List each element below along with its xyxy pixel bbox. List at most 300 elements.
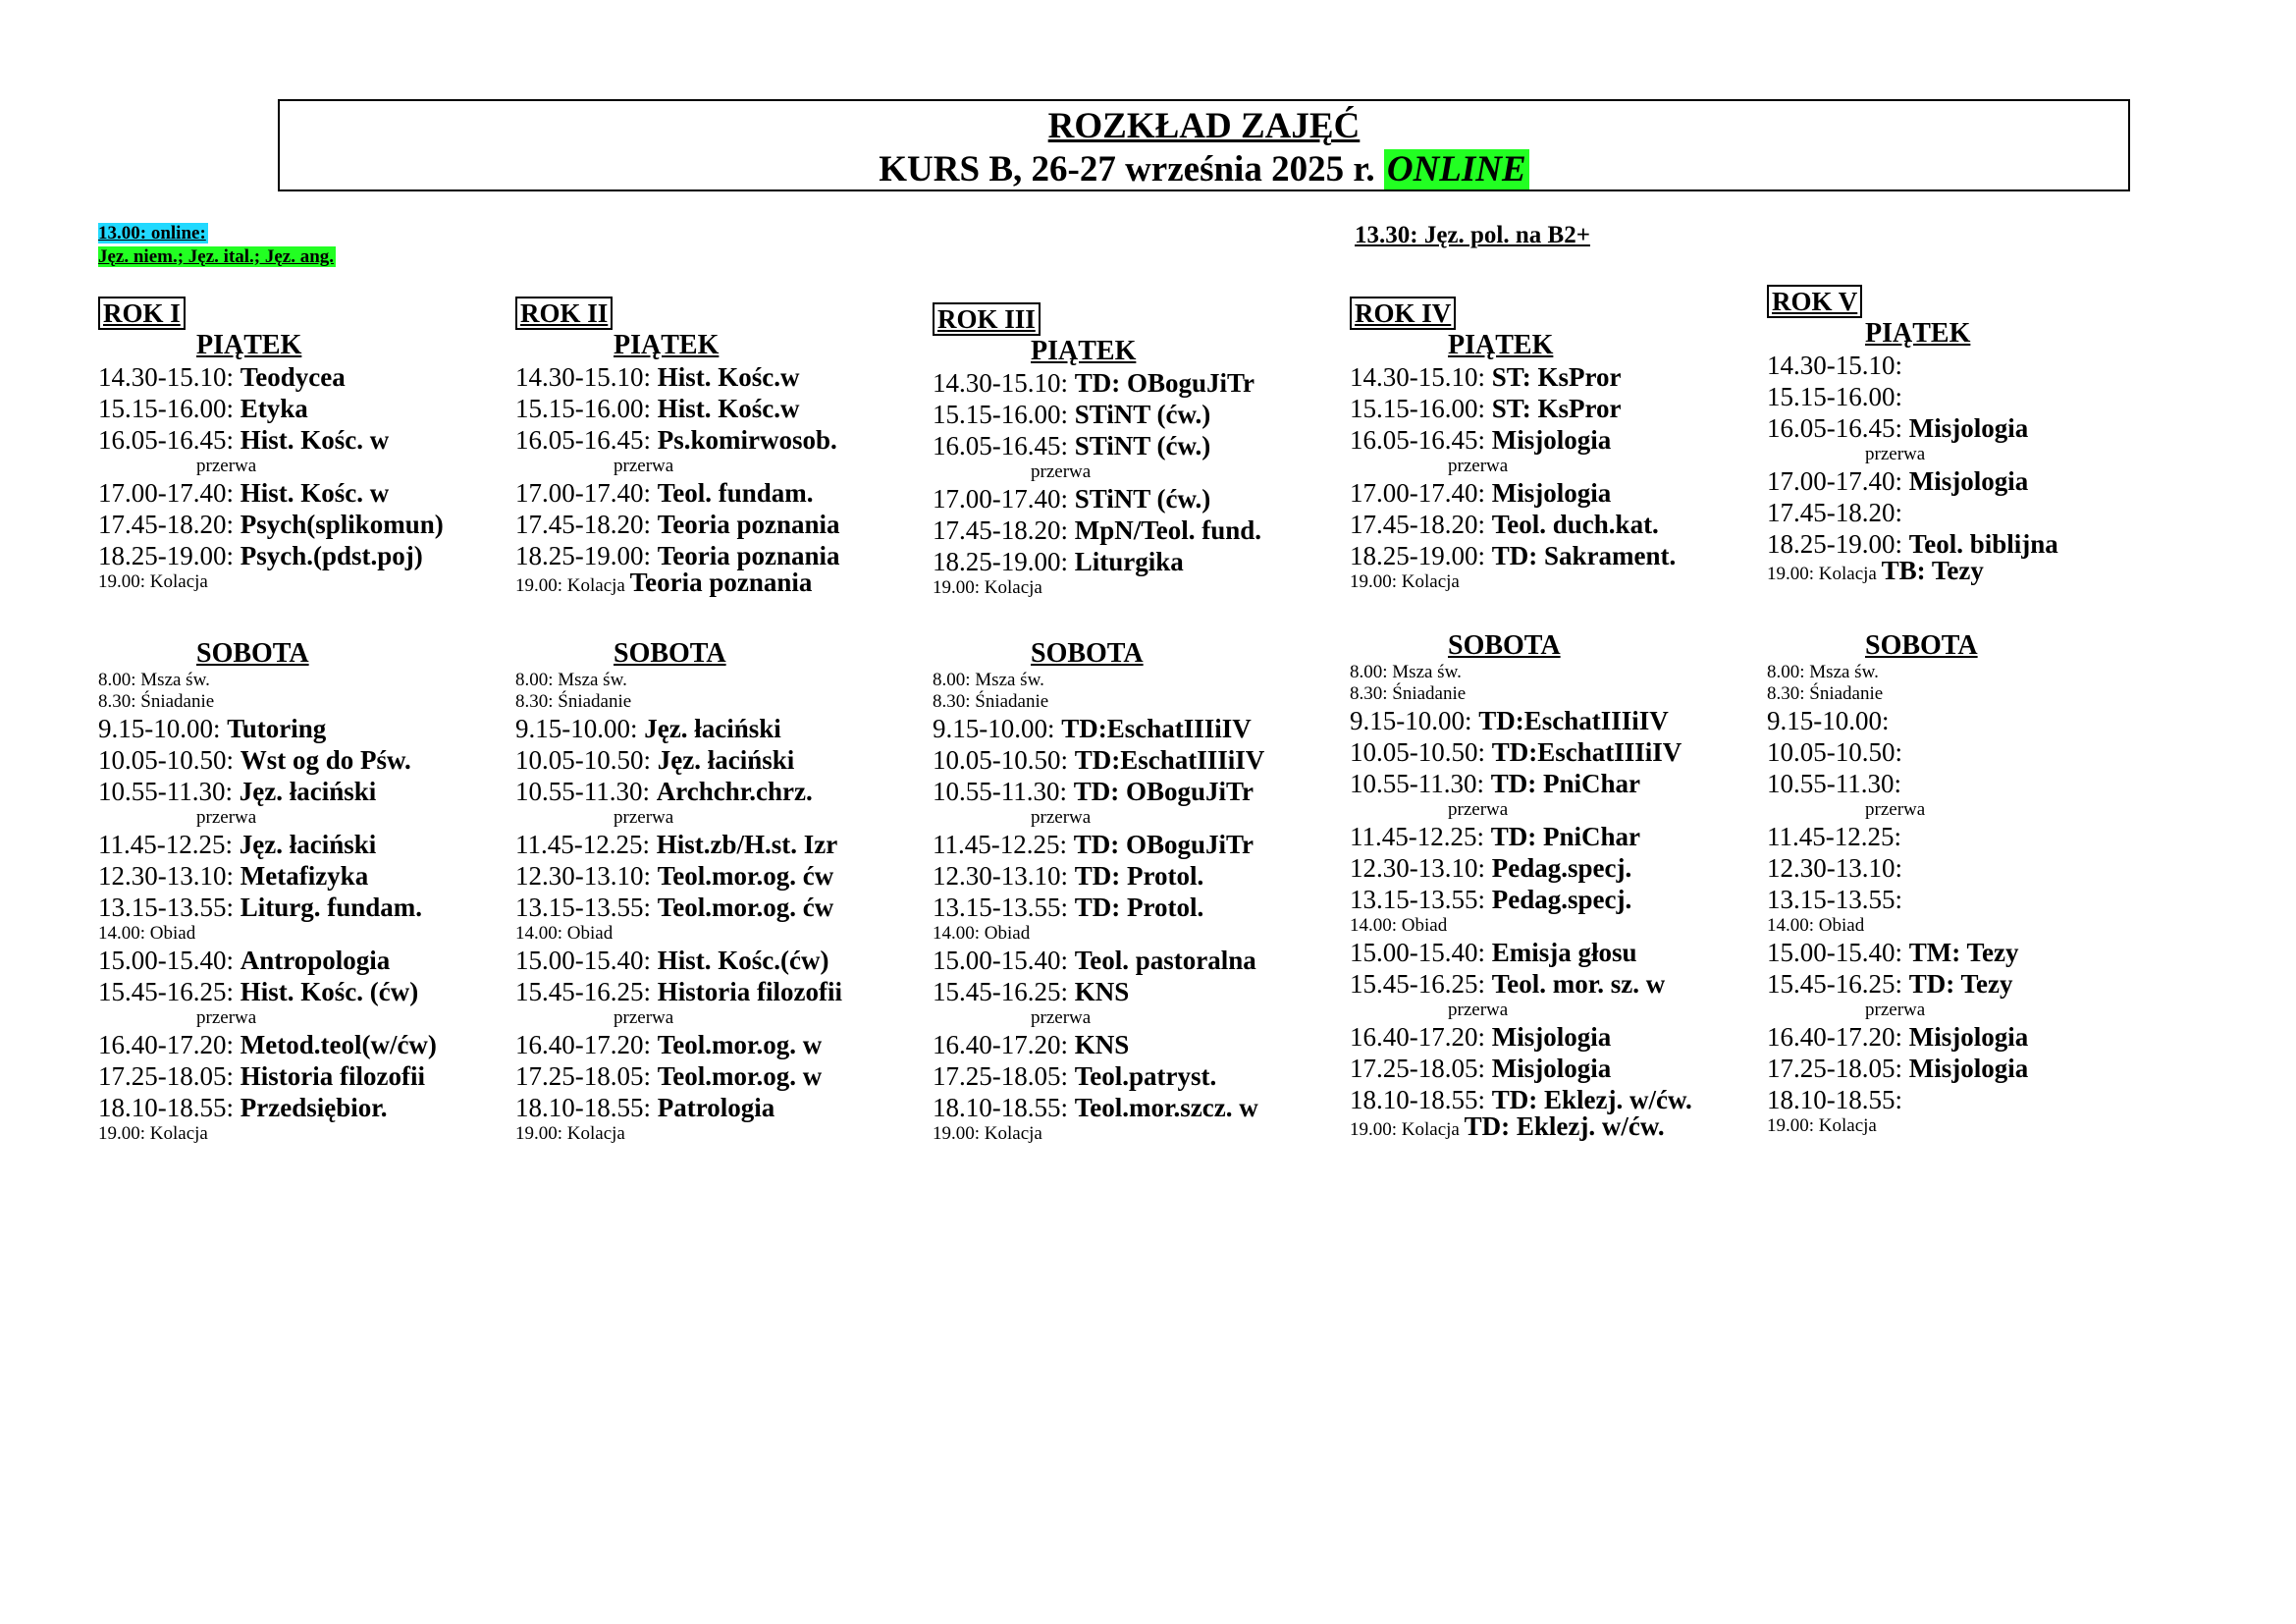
subject: Misjologia xyxy=(1908,1022,2029,1052)
time-slot: 9.15-10.00: xyxy=(1350,706,1472,735)
break-label: przerwa xyxy=(1448,799,1509,820)
time-slot: 15.00-15.40: xyxy=(1767,938,1902,967)
time-slot: 13.15-13.55: xyxy=(933,893,1068,922)
year-column-saturday xyxy=(1767,630,2179,1137)
time-slot: 16.40-17.20: xyxy=(1767,1022,1902,1052)
schedule-row xyxy=(98,1092,510,1123)
subject: Misjologia xyxy=(1908,413,2029,443)
schedule-row xyxy=(1350,968,1762,1000)
schedule-row xyxy=(1350,361,1762,393)
time-slot: 18.25-19.00: xyxy=(1767,529,1902,559)
schedule-row xyxy=(515,860,928,892)
meal-row xyxy=(515,1123,928,1145)
subject: Misjologia xyxy=(1491,1022,1612,1052)
subject: TB: Tezy xyxy=(1881,556,1984,585)
schedule-row xyxy=(1767,412,2179,444)
online-languages: Jęz. niem.; Jęz. ital.; Jęz. ang. xyxy=(98,246,335,267)
meal-row xyxy=(933,1123,1345,1145)
time-slot: 10.55-11.30: xyxy=(1767,769,1901,798)
meal-label: 8.00: Msza św. xyxy=(98,670,210,690)
schedule-row xyxy=(515,776,928,807)
subject: Teol. fundam. xyxy=(657,478,814,508)
day-label-saturday: SOBOTA xyxy=(1865,630,1978,661)
time-slot: 15.45-16.25: xyxy=(1767,969,1902,999)
time-slot: 15.15-16.00: xyxy=(1767,382,1902,411)
schedule-row xyxy=(1767,350,2179,381)
time-slot: 18.25-19.00: xyxy=(933,547,1068,576)
schedule-row xyxy=(933,892,1345,923)
subject: Psych(splikomun) xyxy=(240,510,444,539)
time-slot: 15.15-16.00: xyxy=(1350,394,1485,423)
subject: TD:EschatIIIiIV xyxy=(1491,737,1682,767)
subject: TD: OBoguJiTr xyxy=(1073,830,1255,859)
time-slot: 17.00-17.40: xyxy=(1767,466,1902,496)
schedule-row xyxy=(1350,509,1762,540)
subject: Liturg. fundam. xyxy=(240,893,423,922)
time-slot: 15.00-15.40: xyxy=(98,946,234,975)
time-slot: 17.25-18.05: xyxy=(933,1061,1068,1091)
meal-row xyxy=(98,1123,510,1145)
break-label: przerwa xyxy=(1448,1000,1509,1020)
meal-label: 8.00: Msza św. xyxy=(515,670,627,690)
subject: Hist. Kośc.w xyxy=(657,394,800,423)
meal-row xyxy=(1350,571,1762,593)
meal-label: 14.00: Obiad xyxy=(933,923,1031,944)
time-slot: 9.15-10.00: xyxy=(515,714,638,743)
time-slot: 18.10-18.55: xyxy=(933,1093,1068,1122)
meal-row xyxy=(933,691,1345,713)
subject: Metod.teol(w/ćw) xyxy=(240,1030,437,1059)
time-slot: 9.15-10.00: xyxy=(1767,706,1890,735)
time-slot: 17.00-17.40: xyxy=(933,484,1068,514)
meal-label: 19.00: Kolacja xyxy=(515,1123,625,1144)
break-label: przerwa xyxy=(196,456,257,476)
subject: Liturgika xyxy=(1074,547,1184,576)
subject: Teoria poznania xyxy=(657,510,840,539)
schedule-row xyxy=(933,367,1345,399)
schedule-row xyxy=(98,1060,510,1092)
schedule-row xyxy=(98,776,510,807)
year-column-friday xyxy=(1350,297,1762,593)
meal-row xyxy=(515,670,928,691)
subject: TD:EschatIIIiIV xyxy=(1061,714,1252,743)
meal-row xyxy=(1767,556,2179,585)
schedule-row xyxy=(98,829,510,860)
time-slot: 14.30-15.10: xyxy=(98,362,234,392)
time-slot: 15.15-16.00: xyxy=(933,400,1068,429)
meal-row xyxy=(98,923,510,945)
time-slot: 11.45-12.25: xyxy=(1767,822,1901,851)
time-slot: 12.30-13.10: xyxy=(1767,853,1902,883)
subject: Misjologia xyxy=(1908,466,2029,496)
meal-label: 14.00: Obiad xyxy=(98,923,196,944)
schedule-row xyxy=(98,945,510,976)
time-slot: 15.00-15.40: xyxy=(1350,938,1485,967)
time-slot: 13.15-13.55: xyxy=(1767,885,1902,914)
schedule-row xyxy=(98,509,510,540)
time-slot: 15.45-16.25: xyxy=(98,977,234,1006)
time-slot: 18.25-19.00: xyxy=(1350,541,1485,570)
schedule-row xyxy=(515,713,928,744)
meal-label: 8.30: Śniadanie xyxy=(98,691,215,712)
subject: Metafizyka xyxy=(240,861,369,891)
day-label-friday: PIĄTEK xyxy=(614,330,720,360)
subject: Teol.mor.og. w xyxy=(657,1061,823,1091)
schedule-row xyxy=(933,945,1345,976)
time-slot: 18.10-18.55: xyxy=(515,1093,651,1122)
subject: TD:EschatIIIiIV xyxy=(1478,706,1669,735)
schedule-row xyxy=(933,1029,1345,1060)
meal-label: 19.00: Kolacja xyxy=(1767,1115,1877,1136)
break-label: przerwa xyxy=(196,807,257,828)
time-slot: 17.25-18.05: xyxy=(1350,1054,1485,1083)
time-slot: 10.55-11.30: xyxy=(515,777,650,806)
schedule-row xyxy=(933,1060,1345,1092)
schedule-row xyxy=(933,860,1345,892)
meal-label: 19.00: Kolacja xyxy=(1767,564,1877,584)
subject: STiNT (ćw.) xyxy=(1074,400,1211,429)
meal-label: 8.30: Śniadanie xyxy=(1767,683,1884,704)
schedule-row xyxy=(98,361,510,393)
break-label: przerwa xyxy=(1865,799,1926,820)
time-slot: 18.25-19.00: xyxy=(98,541,234,570)
time-slot: 17.45-18.20: xyxy=(98,510,234,539)
subject: Hist. Kośc. w xyxy=(240,478,390,508)
time-slot: 17.25-18.05: xyxy=(1767,1054,1902,1083)
time-slot: 11.45-12.25: xyxy=(933,830,1067,859)
break-label: przerwa xyxy=(196,1007,257,1028)
subject: MpN/Teol. fund. xyxy=(1074,515,1262,545)
meal-label: 19.00: Kolacja xyxy=(1350,1119,1460,1140)
subject: Pedag.specj. xyxy=(1491,885,1632,914)
schedule-row xyxy=(933,430,1345,461)
year-label: ROK III xyxy=(933,302,1041,336)
year-label: ROK II xyxy=(515,297,613,330)
page-title: ROZKŁAD ZAJĘĆ xyxy=(1047,106,1361,146)
time-slot: 15.45-16.25: xyxy=(1350,969,1485,999)
subject: Wst og do Pśw. xyxy=(240,745,411,775)
schedule-row xyxy=(1767,821,2179,852)
time-slot: 10.55-11.30: xyxy=(1350,769,1484,798)
schedule-row xyxy=(933,399,1345,430)
subject: Misjologia xyxy=(1908,1054,2029,1083)
time-slot: 17.45-18.20: xyxy=(1767,498,1902,527)
meal-row xyxy=(98,670,510,691)
subject: Teodycea xyxy=(240,362,346,392)
subject: Teol. pastoralna xyxy=(1074,946,1256,975)
time-slot: 12.30-13.10: xyxy=(515,861,651,891)
break-label: przerwa xyxy=(1865,444,1926,464)
schedule-row xyxy=(1767,705,2179,736)
time-slot: 16.05-16.45: xyxy=(1767,413,1902,443)
meal-row xyxy=(1350,683,1762,705)
meal-label: 8.30: Śniadanie xyxy=(515,691,632,712)
year-column-saturday xyxy=(1350,630,1762,1141)
subject: Patrologia xyxy=(657,1093,775,1122)
time-slot: 11.45-12.25: xyxy=(515,830,650,859)
schedule-row xyxy=(98,1029,510,1060)
subject: Teol.mor.og. ćw xyxy=(657,861,834,891)
time-slot: 18.10-18.55: xyxy=(1767,1085,1902,1114)
time-slot: 10.05-10.50: xyxy=(933,745,1068,775)
meal-row xyxy=(1767,915,2179,937)
day-label-saturday: SOBOTA xyxy=(196,638,309,669)
time-slot: 14.30-15.10: xyxy=(515,362,651,392)
subject: Przedsiębior. xyxy=(240,1093,388,1122)
subject: Teol.mor.szcz. w xyxy=(1074,1093,1258,1122)
subject: Misjologia xyxy=(1491,1054,1612,1083)
schedule-row xyxy=(98,713,510,744)
time-slot: 17.00-17.40: xyxy=(1350,478,1485,508)
meal-label: 19.00: Kolacja xyxy=(515,575,625,596)
time-slot: 10.55-11.30: xyxy=(98,777,233,806)
time-slot: 17.45-18.20: xyxy=(1350,510,1485,539)
break-label: przerwa xyxy=(1031,807,1092,828)
time-slot: 13.15-13.55: xyxy=(515,893,651,922)
time-slot: 10.05-10.50: xyxy=(1767,737,1902,767)
time-slot: 16.05-16.45: xyxy=(515,425,651,455)
subject: Hist. Kośc.(ćw) xyxy=(657,946,829,975)
subject: TD: Tezy xyxy=(1908,969,2013,999)
time-slot: 10.05-10.50: xyxy=(515,745,651,775)
time-slot: 17.00-17.40: xyxy=(98,478,234,508)
time-slot: 9.15-10.00: xyxy=(98,714,221,743)
subject: TD: Eklezj. w/ćw. xyxy=(1464,1111,1665,1141)
schedule-row xyxy=(515,393,928,424)
schedule-row xyxy=(1350,736,1762,768)
subject: Jęz. łaciński xyxy=(657,745,795,775)
time-slot: 14.30-15.10: xyxy=(1767,351,1902,380)
schedule-row xyxy=(98,976,510,1007)
schedule-row xyxy=(933,1092,1345,1123)
break-label: przerwa xyxy=(1865,1000,1926,1020)
schedule-row xyxy=(933,713,1345,744)
year-column-friday xyxy=(933,302,1345,599)
schedule-row xyxy=(1350,768,1762,799)
schedule-row xyxy=(1767,497,2179,528)
day-label-saturday: SOBOTA xyxy=(1031,638,1144,669)
schedule-row xyxy=(1767,768,2179,799)
time-slot: 16.40-17.20: xyxy=(98,1030,234,1059)
schedule-row xyxy=(515,829,928,860)
schedule-row xyxy=(1350,540,1762,571)
schedule-row xyxy=(98,892,510,923)
schedule-row xyxy=(515,892,928,923)
subject: Emisja głosu xyxy=(1491,938,1637,967)
schedule-row xyxy=(1767,1021,2179,1053)
time-slot: 12.30-13.10: xyxy=(933,861,1068,891)
subject: KNS xyxy=(1074,977,1130,1006)
subject: TM: Tezy xyxy=(1908,938,2019,967)
time-slot: 16.05-16.45: xyxy=(98,425,234,455)
break-label: przerwa xyxy=(1448,456,1509,476)
subject: Psych.(pdst.poj) xyxy=(240,541,423,570)
year-label: ROK V xyxy=(1767,285,1862,318)
meal-row xyxy=(1767,662,2179,683)
subject: Antropologia xyxy=(240,946,391,975)
meal-label: 8.30: Śniadanie xyxy=(933,691,1049,712)
subject: TD: PniChar xyxy=(1490,769,1641,798)
year-label: ROK IV xyxy=(1350,297,1456,330)
meal-label: 19.00: Kolacja xyxy=(933,1123,1042,1144)
subject: TD: Eklezj. w/ćw. xyxy=(1491,1085,1692,1114)
meal-label: 19.00: Kolacja xyxy=(933,577,1042,598)
time-slot: 16.40-17.20: xyxy=(933,1030,1068,1059)
break-label: przerwa xyxy=(614,807,674,828)
break-label: przerwa xyxy=(1031,1007,1092,1028)
subject: Tutoring xyxy=(227,714,327,743)
subject: Teol.mor.og. w xyxy=(657,1030,823,1059)
time-slot: 10.55-11.30: xyxy=(933,777,1067,806)
schedule-row xyxy=(933,829,1345,860)
schedule-row xyxy=(98,540,510,571)
subject: Hist. Kośc. w xyxy=(240,425,390,455)
schedule-row xyxy=(515,424,928,456)
schedule-row xyxy=(515,976,928,1007)
time-slot: 13.15-13.55: xyxy=(1350,885,1485,914)
day-label-friday: PIĄTEK xyxy=(1031,336,1137,366)
time-slot: 18.10-18.55: xyxy=(98,1093,234,1122)
time-slot: 18.25-19.00: xyxy=(515,541,651,570)
time-slot: 9.15-10.00: xyxy=(933,714,1055,743)
subject: TD: PniChar xyxy=(1490,822,1641,851)
subject: Historia filozofii xyxy=(657,977,842,1006)
subject: Misjologia xyxy=(1491,478,1612,508)
subject: Pedag.specj. xyxy=(1491,853,1632,883)
time-slot: 17.00-17.40: xyxy=(515,478,651,508)
time-slot: 12.30-13.10: xyxy=(1350,853,1485,883)
subject: Teol. duch.kat. xyxy=(1491,510,1659,539)
subject: TD: OBoguJiTr xyxy=(1073,777,1255,806)
meal-label: 14.00: Obiad xyxy=(1767,915,1865,936)
day-label-friday: PIĄTEK xyxy=(1865,318,1971,349)
meal-row xyxy=(515,923,928,945)
schedule-row xyxy=(933,546,1345,577)
subject: Hist. Kośc. (ćw) xyxy=(240,977,419,1006)
subject: Teol.mor.og. ćw xyxy=(657,893,834,922)
schedule-row xyxy=(515,477,928,509)
schedule-row xyxy=(98,393,510,424)
schedule-row xyxy=(1350,937,1762,968)
schedule-row xyxy=(1767,968,2179,1000)
subject: Historia filozofii xyxy=(240,1061,425,1091)
subject: Teol. mor. sz. w xyxy=(1491,969,1666,999)
title-box xyxy=(278,99,2130,191)
meal-row xyxy=(1767,1115,2179,1137)
schedule-row xyxy=(1767,937,2179,968)
day-label-saturday: SOBOTA xyxy=(614,638,726,669)
time-slot: 17.25-18.05: xyxy=(98,1061,234,1091)
time-slot: 15.00-15.40: xyxy=(933,946,1068,975)
time-slot: 17.25-18.05: xyxy=(515,1061,651,1091)
time-slot: 15.45-16.25: xyxy=(933,977,1068,1006)
meal-row xyxy=(933,577,1345,599)
schedule-row xyxy=(933,744,1345,776)
schedule-row xyxy=(1350,1021,1762,1053)
schedule-row xyxy=(1350,424,1762,456)
time-slot: 15.15-16.00: xyxy=(515,394,651,423)
schedule-row xyxy=(1767,884,2179,915)
schedule-row xyxy=(1767,736,2179,768)
subject: Hist.zb/H.st. Izr xyxy=(656,830,838,859)
schedule-row xyxy=(933,483,1345,514)
schedule-row xyxy=(1350,1053,1762,1084)
time-slot: 10.05-10.50: xyxy=(1350,737,1485,767)
meal-row xyxy=(515,568,928,597)
meal-label: 8.00: Msza św. xyxy=(1350,662,1462,682)
meal-row xyxy=(98,691,510,713)
schedule-row xyxy=(515,361,928,393)
meal-label: 8.00: Msza św. xyxy=(1767,662,1879,682)
year-column-friday xyxy=(515,297,928,597)
subject: STiNT (ćw.) xyxy=(1074,431,1211,460)
schedule-row xyxy=(98,744,510,776)
schedule-row xyxy=(98,477,510,509)
meal-label: 14.00: Obiad xyxy=(515,923,614,944)
meal-label: 8.00: Msza św. xyxy=(933,670,1044,690)
subject: TD: Sakrament. xyxy=(1491,541,1677,570)
subject: ST: KsPror xyxy=(1491,362,1622,392)
meal-row xyxy=(1350,1111,1762,1141)
time-slot: 16.40-17.20: xyxy=(1350,1022,1485,1052)
schedule-row xyxy=(98,424,510,456)
time-slot: 16.05-16.45: xyxy=(1350,425,1485,455)
time-slot: 11.45-12.25: xyxy=(1350,822,1484,851)
year-column-saturday xyxy=(515,638,928,1145)
schedule-row xyxy=(933,976,1345,1007)
schedule-row xyxy=(933,514,1345,546)
schedule-row xyxy=(1767,465,2179,497)
time-slot: 14.30-15.10: xyxy=(1350,362,1485,392)
online-time: 13.00: online: xyxy=(98,223,206,244)
time-slot: 15.15-16.00: xyxy=(98,394,234,423)
year-column-friday xyxy=(98,297,510,593)
subject: TD: Protol. xyxy=(1074,893,1204,922)
schedule-row xyxy=(1350,393,1762,424)
subject: Ps.komirwosob. xyxy=(657,425,837,455)
meal-row xyxy=(1350,662,1762,683)
time-slot: 12.30-13.10: xyxy=(98,861,234,891)
subject: Misjologia xyxy=(1491,425,1612,455)
subject: TD:EschatIIIiIV xyxy=(1074,745,1265,775)
page-subtitle xyxy=(280,148,2128,191)
time-slot: 14.30-15.10: xyxy=(933,368,1068,398)
online-highlight: ONLINE xyxy=(1384,149,1529,189)
schedule-row xyxy=(1350,884,1762,915)
schedule-row xyxy=(515,1092,928,1123)
schedule-row xyxy=(1767,852,2179,884)
day-label-saturday: SOBOTA xyxy=(1448,630,1561,661)
subject: Teol.patryst. xyxy=(1074,1061,1217,1091)
b2-note: 13.30: Jęz. pol. na B2+ xyxy=(1355,222,1590,248)
subject: Jęz. łaciński xyxy=(239,777,377,806)
meal-row xyxy=(1350,915,1762,937)
year-column-saturday xyxy=(933,638,1345,1145)
subject: Jęz. łaciński xyxy=(239,830,377,859)
subject: Etyka xyxy=(240,394,308,423)
schedule-row xyxy=(515,1060,928,1092)
subject: TD: OBoguJiTr xyxy=(1074,368,1255,398)
schedule-row xyxy=(1350,705,1762,736)
subtitle-text: KURS B, 26-27 września 2025 r. xyxy=(879,149,1375,189)
time-slot: 15.45-16.25: xyxy=(515,977,651,1006)
time-slot: 10.05-10.50: xyxy=(98,745,234,775)
meal-label: 14.00: Obiad xyxy=(1350,915,1448,936)
subject: Jęz. łaciński xyxy=(644,714,781,743)
meal-row xyxy=(1767,683,2179,705)
time-slot: 16.40-17.20: xyxy=(515,1030,651,1059)
time-slot: 15.00-15.40: xyxy=(515,946,651,975)
